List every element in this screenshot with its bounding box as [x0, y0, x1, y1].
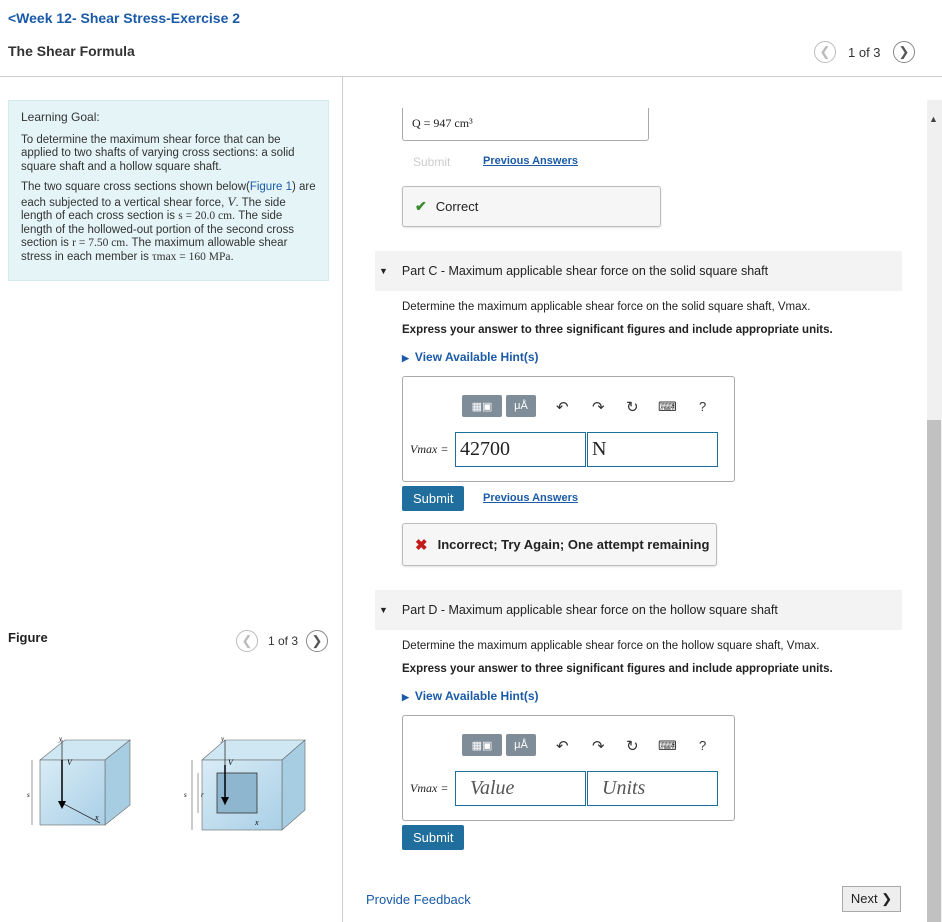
templates-button[interactable]: [462, 395, 502, 417]
hints-label: View Available Hint(s): [414, 689, 539, 703]
figure-prev-button[interactable]: [236, 630, 258, 652]
figure-link[interactable]: Figure 1: [249, 181, 293, 193]
part-c-submit-button[interactable]: Submit: [402, 486, 464, 511]
units-button[interactable]: μÅ: [506, 734, 536, 756]
learning-goal-text-2: [21, 181, 316, 264]
part-c-title: Part C - Maximum applicable shear force on the solid square shaft: [401, 264, 769, 278]
part-d-header[interactable]: [375, 590, 902, 630]
section-title: The Shear Formula: [8, 43, 135, 59]
provide-feedback-link[interactable]: Provide Feedback: [366, 892, 471, 907]
v-symbol: V: [227, 193, 236, 209]
learning-goal-heading: Learning Goal:: [21, 110, 100, 124]
part-c-value-input[interactable]: 42700: [455, 432, 586, 467]
scroll-up-icon[interactable]: ▲: [929, 114, 938, 124]
part-b-correct-feedback: [402, 186, 661, 227]
part-c-header[interactable]: [375, 251, 902, 291]
s-value: s = 20.0 cm: [178, 210, 233, 222]
feedback-text: Correct: [435, 199, 479, 214]
r-label: r: [201, 791, 204, 799]
goal-text: ) are each subjected to a vertical shear force,: [21, 181, 316, 209]
y-axis-label: y: [221, 735, 225, 743]
hints-label: View Available Hint(s): [414, 350, 539, 364]
reset-icon[interactable]: ↻: [626, 738, 639, 755]
goal-text: The two square cross sections shown below(: [21, 181, 250, 193]
part-c-prompt: Determine the maximum applicable shear force on the solid square shaft, Vmax.: [402, 301, 811, 313]
keyboard-icon[interactable]: ⌨: [658, 399, 677, 414]
goal-text: . The side length of the hollowed-out portion of the second cross section is: [21, 210, 294, 249]
next-page-button[interactable]: [893, 41, 915, 63]
triangle-down-icon: ▼: [379, 266, 388, 276]
check-icon: ✔: [415, 198, 427, 214]
hollow-square-cube: [192, 740, 305, 830]
vmax-variable: Vmax =: [410, 442, 449, 456]
y-axis-label: y: [59, 735, 63, 743]
triangle-down-icon: ▼: [379, 605, 388, 615]
header-divider: [0, 76, 942, 77]
goal-text: . The side length of each cross section is: [21, 196, 286, 222]
part-d-title: Part D - Maximum applicable shear force on the hollow square shaft: [401, 603, 778, 617]
grid-icon: ▦▣: [471, 739, 493, 752]
chevron-left-icon: ❮: [241, 633, 253, 648]
help-button[interactable]: ?: [699, 399, 707, 414]
column-divider: [342, 77, 343, 922]
back-link[interactable]: <Week 12- Shear Stress-Exercise 2: [8, 10, 241, 26]
learning-goal-panel: [8, 100, 329, 281]
part-d-instructions: Express your answer to three significant figures and include appropriate units.: [402, 663, 833, 675]
part-c-units-input[interactable]: N: [587, 432, 718, 467]
page-indicator: 1 of 3: [848, 45, 881, 60]
figure-next-button[interactable]: [306, 630, 328, 652]
v-label: V: [228, 758, 233, 767]
r-value: r = 7.50 cm: [72, 237, 126, 249]
part-c-instructions: Express your answer to three significant figures and include appropriate units.: [402, 324, 833, 336]
part-d-submit-button[interactable]: Submit: [402, 825, 464, 850]
next-button[interactable]: Next ❯: [842, 886, 901, 912]
goal-text: .: [230, 250, 234, 263]
part-d-hints-link[interactable]: [402, 689, 539, 703]
figure-heading: Figure: [8, 630, 48, 645]
vmax-variable: Vmax =: [410, 781, 449, 795]
undo-icon[interactable]: ↶: [556, 399, 569, 416]
redo-icon[interactable]: ↷: [592, 738, 605, 755]
part-b-previous-answers-link[interactable]: Previous Answers: [483, 155, 578, 167]
grid-icon: ▦▣: [471, 400, 493, 413]
feedback-text: Incorrect; Try Again; One attempt remaining: [437, 537, 710, 552]
part-b-answer: Q = 947 cm³: [412, 116, 473, 130]
reset-icon[interactable]: ↻: [626, 399, 639, 416]
triangle-right-icon: ▶: [402, 353, 409, 363]
x-icon: ✖: [415, 536, 428, 554]
tau-value: τmax = 160 MPa: [152, 250, 231, 263]
part-b-submit-button: Submit: [402, 150, 461, 174]
keyboard-icon[interactable]: ⌨: [658, 738, 677, 753]
v-label: V: [67, 758, 72, 767]
part-d-value-input[interactable]: Value: [455, 771, 586, 806]
triangle-right-icon: ▶: [402, 692, 409, 702]
chevron-right-icon: ❯: [898, 44, 910, 59]
s-label: s: [184, 791, 187, 799]
part-c-hints-link[interactable]: [402, 350, 539, 364]
scrollbar-thumb[interactable]: [927, 420, 941, 922]
prev-page-button[interactable]: [814, 41, 836, 63]
x-axis-label: x: [255, 818, 259, 827]
learning-goal-text-1: To determine the maximum shear force that can be applied to two shafts of varying cross sections: a solid square shaft and a hollow square shaft.: [21, 133, 295, 173]
part-d-prompt: Determine the maximum applicable shear force on the hollow square shaft, Vmax.: [402, 640, 820, 652]
undo-icon[interactable]: ↶: [556, 738, 569, 755]
units-button[interactable]: μÅ: [506, 395, 536, 417]
part-c-previous-answers-link[interactable]: Previous Answers: [483, 492, 578, 504]
goal-text: . The maximum allowable shear stress in each member is: [21, 237, 288, 263]
x-axis-label: x: [95, 813, 99, 822]
solid-square-cube: [32, 740, 130, 825]
chevron-left-icon: ❮: [819, 44, 831, 59]
part-d-units-input[interactable]: Units: [587, 771, 718, 806]
figure-page-indicator: 1 of 3: [268, 634, 299, 648]
chevron-right-icon: ❯: [311, 633, 323, 648]
s-label: s: [27, 791, 30, 799]
redo-icon[interactable]: ↷: [592, 399, 605, 416]
templates-button[interactable]: [462, 734, 502, 756]
part-c-incorrect-feedback: [402, 523, 717, 566]
cross-section-figure: [20, 735, 320, 845]
help-button[interactable]: ?: [699, 738, 707, 753]
